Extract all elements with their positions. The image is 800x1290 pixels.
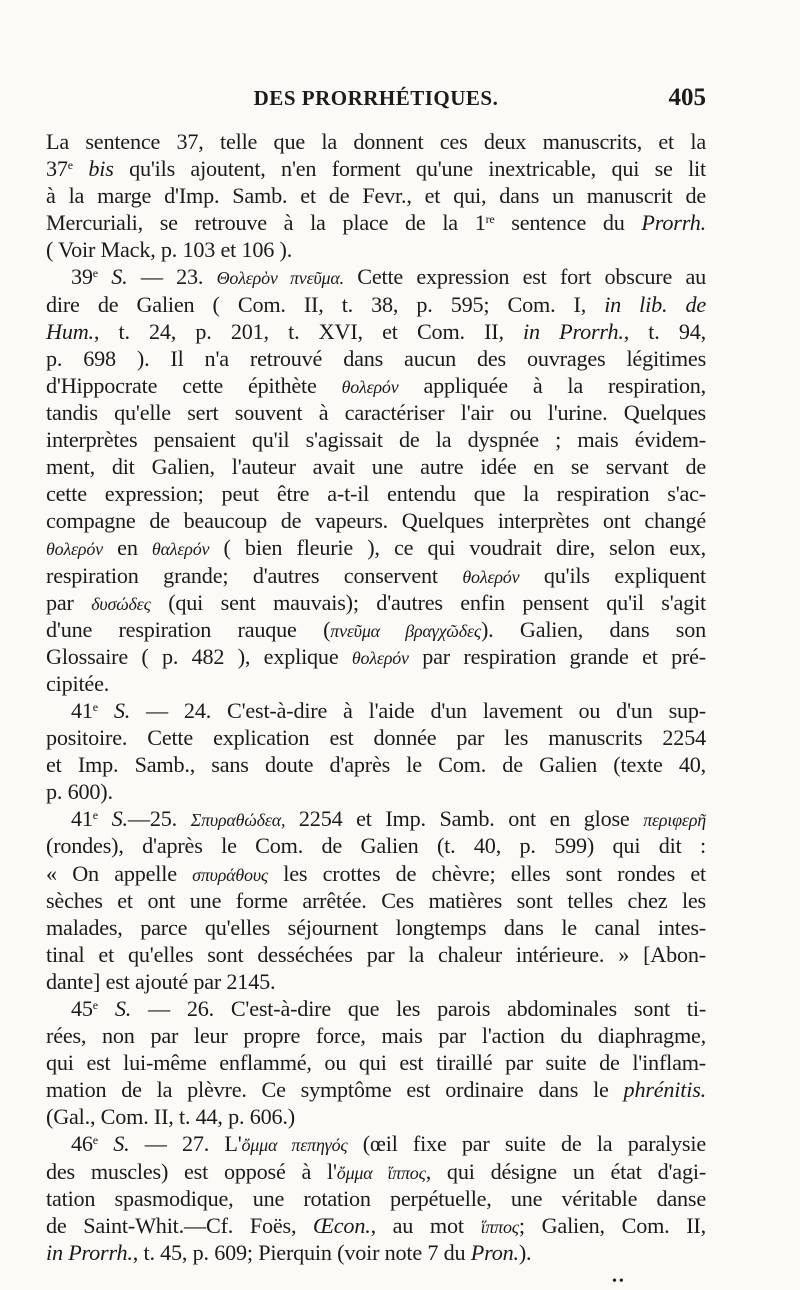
text-line [46, 209, 706, 236]
text-run: tation spasmodique, une rotation perpétuelle, une véritable danse [46, 1185, 706, 1211]
text-line [46, 724, 706, 751]
italic-text: bis [88, 156, 114, 182]
text-run: (Gal., Com. II, t. 44, p. 606.) [46, 1104, 295, 1130]
text-run: mation de la plèvre. Ce symptôme est ordinaire dans le [46, 1077, 624, 1103]
greek-term: ὄμμα ἵππος [336, 1162, 426, 1183]
text-line [46, 616, 706, 643]
italic-text: Pron. [470, 1239, 519, 1265]
text-run: — 26. C'est-à-dire que les parois abdominales sont ti- [131, 996, 707, 1021]
text-line [46, 263, 706, 290]
notes-body [46, 128, 706, 1266]
greek-term: θολερόν [351, 647, 409, 668]
superscript: e [92, 998, 98, 1012]
text-run: par respiration grande et pré- [408, 643, 707, 669]
text-run: 41 [71, 697, 93, 723]
text-run: tandis qu'elle sert souvent à caractériser l'air ou l'urine. Quelques [46, 399, 706, 425]
text-run: en [102, 535, 152, 561]
note-n45 [46, 995, 706, 1130]
text-line [46, 1185, 706, 1212]
text-line [46, 805, 706, 832]
text-run: et Imp. Samb., sans doute d'après le Com. de Galien (texte 40, [46, 752, 706, 778]
italic-text: S. [111, 264, 128, 290]
text-run: La sentence 37, telle que la donnent ces deux manuscrits, et la [46, 129, 706, 154]
greek-term: πνεῦμα βραγχῶδες [330, 620, 481, 641]
greek-term: ὄμμα πεπηγός [241, 1135, 348, 1156]
superscript: re [485, 212, 495, 227]
text-line [46, 507, 706, 534]
running-title: DES PRORRHÉTIQUES. [253, 86, 499, 110]
text-line [46, 345, 706, 372]
text-line [46, 318, 706, 345]
text-run: — 27. L' [129, 1131, 242, 1157]
text-line [46, 832, 706, 859]
text-run: ment, dit Galien, l'auteur avait une autre idée en se servant de [46, 454, 706, 480]
greek-term: περιφερῆ [643, 810, 706, 831]
text-run: positoire. Cette explication est donnée par les manuscrits 2254 [46, 725, 706, 751]
text-run [98, 806, 112, 831]
text-run: interprètes pensaient qu'il s'agissait de la dyspnée ; mais évidem- [46, 427, 706, 453]
text-line [46, 1130, 706, 1157]
text-run: compagne de beaucoup de vapeurs. Quelques interprètes ont changé [46, 508, 706, 534]
signature-mark: •• [612, 1274, 626, 1289]
text-run: —25. [127, 806, 191, 832]
text-line [46, 1022, 706, 1049]
text-run: , t. 45, p. 609; Pierquin (voir note 7 du [132, 1239, 471, 1265]
greek-term: θολερόν [341, 376, 399, 397]
text-run: Glossaire ( p. 482 ), explique [46, 643, 352, 669]
greek-term: σπυράθους [192, 864, 269, 885]
text-line [46, 291, 706, 318]
text-line [46, 480, 706, 507]
text-line [46, 860, 706, 887]
italic-text: in Prorrh. [523, 318, 624, 344]
text-run: 2254 et Imp. Samb. ont en glose [285, 806, 644, 832]
text-run: , qui désigne un état d'agi- [425, 1158, 707, 1184]
text-run: des muscles) est opposé à l' [46, 1158, 337, 1184]
note-n37 [46, 128, 706, 263]
text-line [46, 1212, 706, 1239]
text-run [73, 156, 88, 181]
text-line [46, 887, 706, 914]
italic-text: Hum. [46, 318, 94, 344]
text-line [46, 128, 706, 155]
greek-term: Θολερὸν πνεῦμα. [216, 268, 344, 289]
text-run [98, 996, 115, 1021]
text-line [46, 155, 706, 182]
text-run: Mercuriali, se retrouve à la place de la 1 [46, 210, 486, 236]
text-run: 41 [71, 806, 93, 832]
text-line [46, 968, 706, 995]
text-run [98, 1131, 113, 1156]
text-run: les crottes de chèvre; elles sont rondes et [268, 860, 706, 886]
text-line [46, 372, 706, 399]
text-line [46, 534, 706, 561]
superscript: e [92, 699, 98, 714]
italic-text: Prorrh. [641, 210, 706, 236]
text-line [46, 426, 706, 453]
text-line [46, 1076, 706, 1103]
text-run: qu'ils expliquent [519, 562, 706, 588]
greek-term: θαλερόν [151, 539, 210, 560]
greek-term: θολερόν [46, 539, 103, 560]
text-run: p. 600). [46, 779, 113, 805]
greek-term: δυσώδες [91, 593, 151, 614]
text-line [46, 751, 706, 778]
text-line [46, 670, 706, 697]
text-line [46, 778, 706, 805]
text-run: dire de Galien ( Com. II, t. 38, p. 595; Com. I, [46, 291, 605, 317]
text-run: dante] est ajouté par 2145. [46, 968, 276, 994]
text-line [46, 995, 706, 1022]
text-run: Cette expression est fort obscure au [343, 264, 706, 290]
note-n39 [46, 263, 706, 697]
text-run: à la marge d'Imp. Samb. et de Fevr., et qui, dans un manuscrit de [46, 183, 706, 209]
page-number: 405 [668, 84, 706, 111]
text-run: 37 [46, 156, 68, 182]
text-line [46, 399, 706, 426]
italic-text: Œcon. [313, 1212, 371, 1238]
text-run: rées, non par leur propre force, mais par l'action du diaphragme, [46, 1023, 706, 1049]
italic-text: in lib. de [604, 291, 706, 317]
text-run: malades, parce qu'elles séjournent longtemps dans le canal intes- [46, 914, 706, 940]
text-line [46, 589, 706, 616]
text-run: 46 [71, 1131, 93, 1157]
text-run: , t. 94, [623, 318, 706, 344]
text-line [46, 1049, 706, 1076]
text-run: — 23. [127, 264, 217, 290]
text-run: « On appelle [46, 860, 193, 886]
text-run: (rondes), d'après le Com. de Galien (t. 40, p. 599) qui dit : [46, 833, 706, 859]
text-run: sentence du [494, 210, 642, 236]
text-line [46, 1239, 706, 1266]
text-run: 39 [71, 264, 93, 290]
text-run: ). [518, 1239, 532, 1265]
text-line [46, 236, 706, 263]
italic-text: S. [113, 1131, 130, 1157]
superscript: e [92, 266, 98, 281]
text-line [46, 1103, 706, 1130]
text-run: qui est lui-même enflammé, ou qui est tiraillé par suite de l'inflam- [46, 1050, 706, 1076]
superscript: e [67, 158, 73, 173]
text-run: — 24. C'est-à-dire à l'aide d'un lavement ou d'un sup- [130, 697, 706, 723]
text-run: ). Galien, dans son [480, 616, 706, 642]
text-run: ( Voir Mack, p. 103 et 106 ). [46, 237, 293, 263]
text-line [46, 182, 706, 209]
text-run: tinal et qu'elles sont desséchées par la chaleur intérieure. » [Abon- [46, 941, 706, 967]
italic-text: S. [114, 996, 132, 1021]
text-run: p. 698 ). Il n'a retrouvé dans aucun des ouvrages légitimes [46, 345, 706, 371]
italic-text: phrénitis. [623, 1077, 706, 1103]
text-line [46, 914, 706, 941]
text-line [46, 643, 706, 670]
text-line [46, 697, 706, 724]
superscript: e [92, 1133, 98, 1148]
note-n41a [46, 697, 706, 805]
text-line [46, 941, 706, 968]
text-run: , au mot [370, 1212, 481, 1238]
text-run: appliquée à la respiration, [398, 372, 707, 398]
italic-text: S. [113, 697, 131, 723]
italic-text: S. [111, 806, 128, 832]
text-run: (qui sent mauvais); d'autres enfin pensent qu'il s'agit [150, 589, 707, 615]
text-run: 45 [71, 996, 93, 1021]
text-run: d'une respiration rauque ( [46, 616, 331, 642]
text-run: , t. 24, p. 201, t. XVI, et Com. II, [93, 318, 524, 344]
text-run [98, 698, 114, 723]
text-run: par [46, 589, 92, 615]
text-line [46, 562, 706, 589]
text-run [98, 264, 111, 289]
page-header [46, 86, 706, 120]
superscript: e [92, 808, 98, 823]
note-n46 [46, 1130, 706, 1265]
text-run: ( bien fleurie ), ce qui voudrait dire, selon eux, [209, 535, 706, 561]
text-run: de Saint-Whit.—Cf. Foës, [46, 1212, 314, 1238]
text-run: qu'ils ajoutent, n'en forment qu'une inextricable, qui se lit [113, 156, 706, 182]
text-run: sèches et ont une forme arrêtée. Ces matières sont telles chez les [46, 887, 706, 913]
greek-term: θολερόν [462, 566, 520, 587]
text-run: cipitée. [46, 670, 110, 696]
text-run: d'Hippocrate cette épithète [46, 372, 342, 398]
greek-term: Σπυραθώδεα, [190, 810, 286, 831]
text-run: (œil fixe par suite de la paralysie [347, 1131, 706, 1157]
text-line [46, 1158, 706, 1185]
text-run: cette expression; peut être a-t-il entendu que la respiration s'ac- [46, 481, 706, 507]
greek-term: ἵππος [480, 1216, 519, 1237]
note-n41b [46, 805, 706, 995]
italic-text: in Prorrh. [46, 1239, 133, 1265]
text-run: ; Galien, Com. II, [518, 1212, 706, 1238]
text-run: respiration grande; d'autres conservent [46, 562, 463, 588]
text-line [46, 453, 706, 480]
